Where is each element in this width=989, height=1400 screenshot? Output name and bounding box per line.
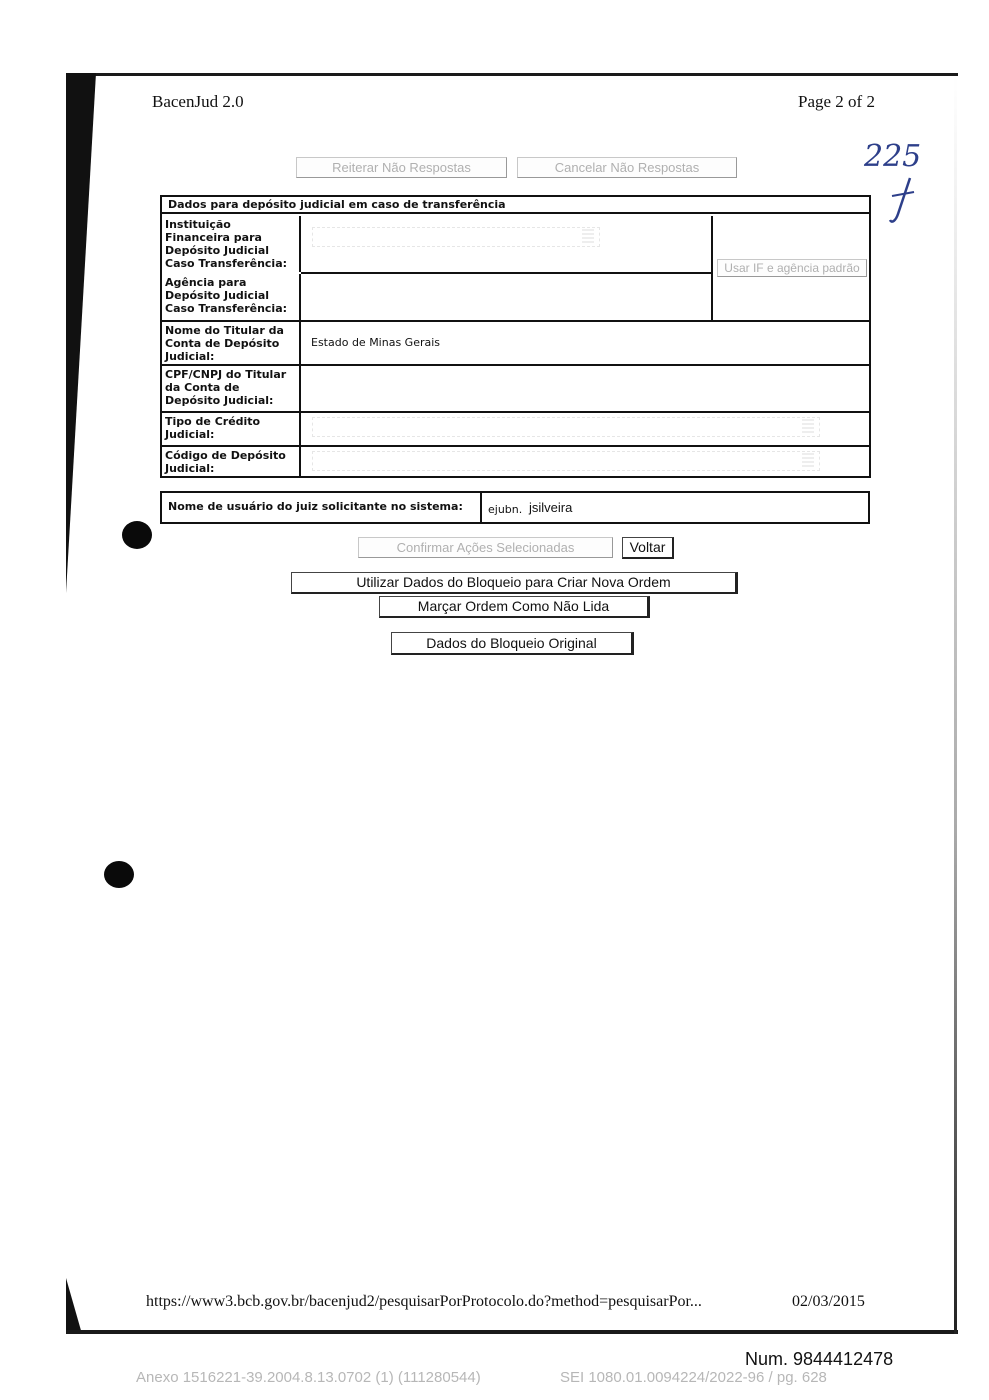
marcar-nao-lida-button[interactable]: Marçar Ordem Como Não Lida xyxy=(379,596,650,618)
scan-border-left xyxy=(66,73,96,593)
voltar-button[interactable]: Voltar xyxy=(622,537,674,559)
cancelar-nao-respostas-button[interactable]: Cancelar Não Respostas xyxy=(517,157,737,178)
chevron-down-icon xyxy=(802,419,814,435)
instituicao-select[interactable] xyxy=(312,227,600,247)
cell-divider xyxy=(711,216,713,320)
username-prefix: ejubn. xyxy=(488,503,523,516)
scan-border-top xyxy=(66,73,958,76)
cell-divider xyxy=(480,493,482,522)
field-label-agencia: Agência para Depósito Judicial Caso Transferência: xyxy=(162,274,301,320)
reiterar-nao-respostas-button[interactable]: Reiterar Não Respostas xyxy=(296,157,507,178)
deposit-section-title: Dados para depósito judicial em caso de transferência xyxy=(162,197,869,214)
requesting-judge-panel xyxy=(160,491,870,524)
document-number-stamp: Num. 9844412478 xyxy=(745,1349,894,1369)
scan-border-corner xyxy=(66,1278,82,1334)
handwritten-number: 225 xyxy=(864,139,922,174)
dados-bloqueio-original-button[interactable]: Dados do Bloqueio Original xyxy=(391,632,634,655)
usar-if-padrao-button[interactable]: Usar IF e agência padrão xyxy=(717,259,867,277)
sei-reference: SEI 1080.01.0094224/2022-96 / pg. 628 xyxy=(560,1369,827,1386)
confirmar-acoes-button[interactable]: Confirmar Ações Selecionadas xyxy=(358,537,613,558)
field-label-nome-titular: Nome do Titular da Conta de Depósito Judicial: xyxy=(162,322,301,364)
scan-border-bottom xyxy=(66,1330,958,1334)
row-divider xyxy=(301,272,713,274)
punch-hole xyxy=(104,861,134,888)
footer-url: https://www3.bcb.gov.br/bacenjud2/pesquisarPorProtocolo.do?method=pesquisarPor... xyxy=(146,1293,702,1310)
annex-reference: Anexo 1516221-39.2004.8.13.0702 (1) (111280544) xyxy=(136,1369,481,1386)
page-indicator: Page 2 of 2 xyxy=(798,92,875,111)
field-label-tipo-credito: Tipo de Crédito Judicial: xyxy=(162,413,301,445)
field-label-instituicao: Instituição Financeira para Depósito Judicial Caso Transferência: xyxy=(162,216,301,272)
tipo-credito-select[interactable] xyxy=(312,417,820,437)
nome-titular-value: Estado de Minas Gerais xyxy=(311,336,441,349)
app-title: BacenJud 2.0 xyxy=(152,92,244,111)
handwritten-annotation xyxy=(862,130,932,230)
field-label-codigo-deposito: Código de Depósito Judicial: xyxy=(162,447,301,476)
punch-hole xyxy=(122,521,152,549)
footer-date: 02/03/2015 xyxy=(792,1293,865,1310)
scan-border-right xyxy=(954,76,957,1334)
deposit-form-panel xyxy=(160,195,871,478)
chevron-down-icon xyxy=(802,453,814,469)
username-value: jsilveira xyxy=(529,500,573,515)
chevron-down-icon xyxy=(582,229,594,245)
codigo-deposito-select[interactable] xyxy=(312,451,820,471)
field-label-cpf-cnpj: CPF/CNPJ do Titular da Conta de Depósito Judicial: xyxy=(162,366,301,411)
handwritten-check-mark xyxy=(890,178,910,222)
requesting-judge-label: Nome de usuário do juiz solicitante no sistema: xyxy=(168,500,463,513)
nova-ordem-button[interactable]: Utilizar Dados do Bloqueio para Criar Nova Ordem xyxy=(291,572,738,594)
